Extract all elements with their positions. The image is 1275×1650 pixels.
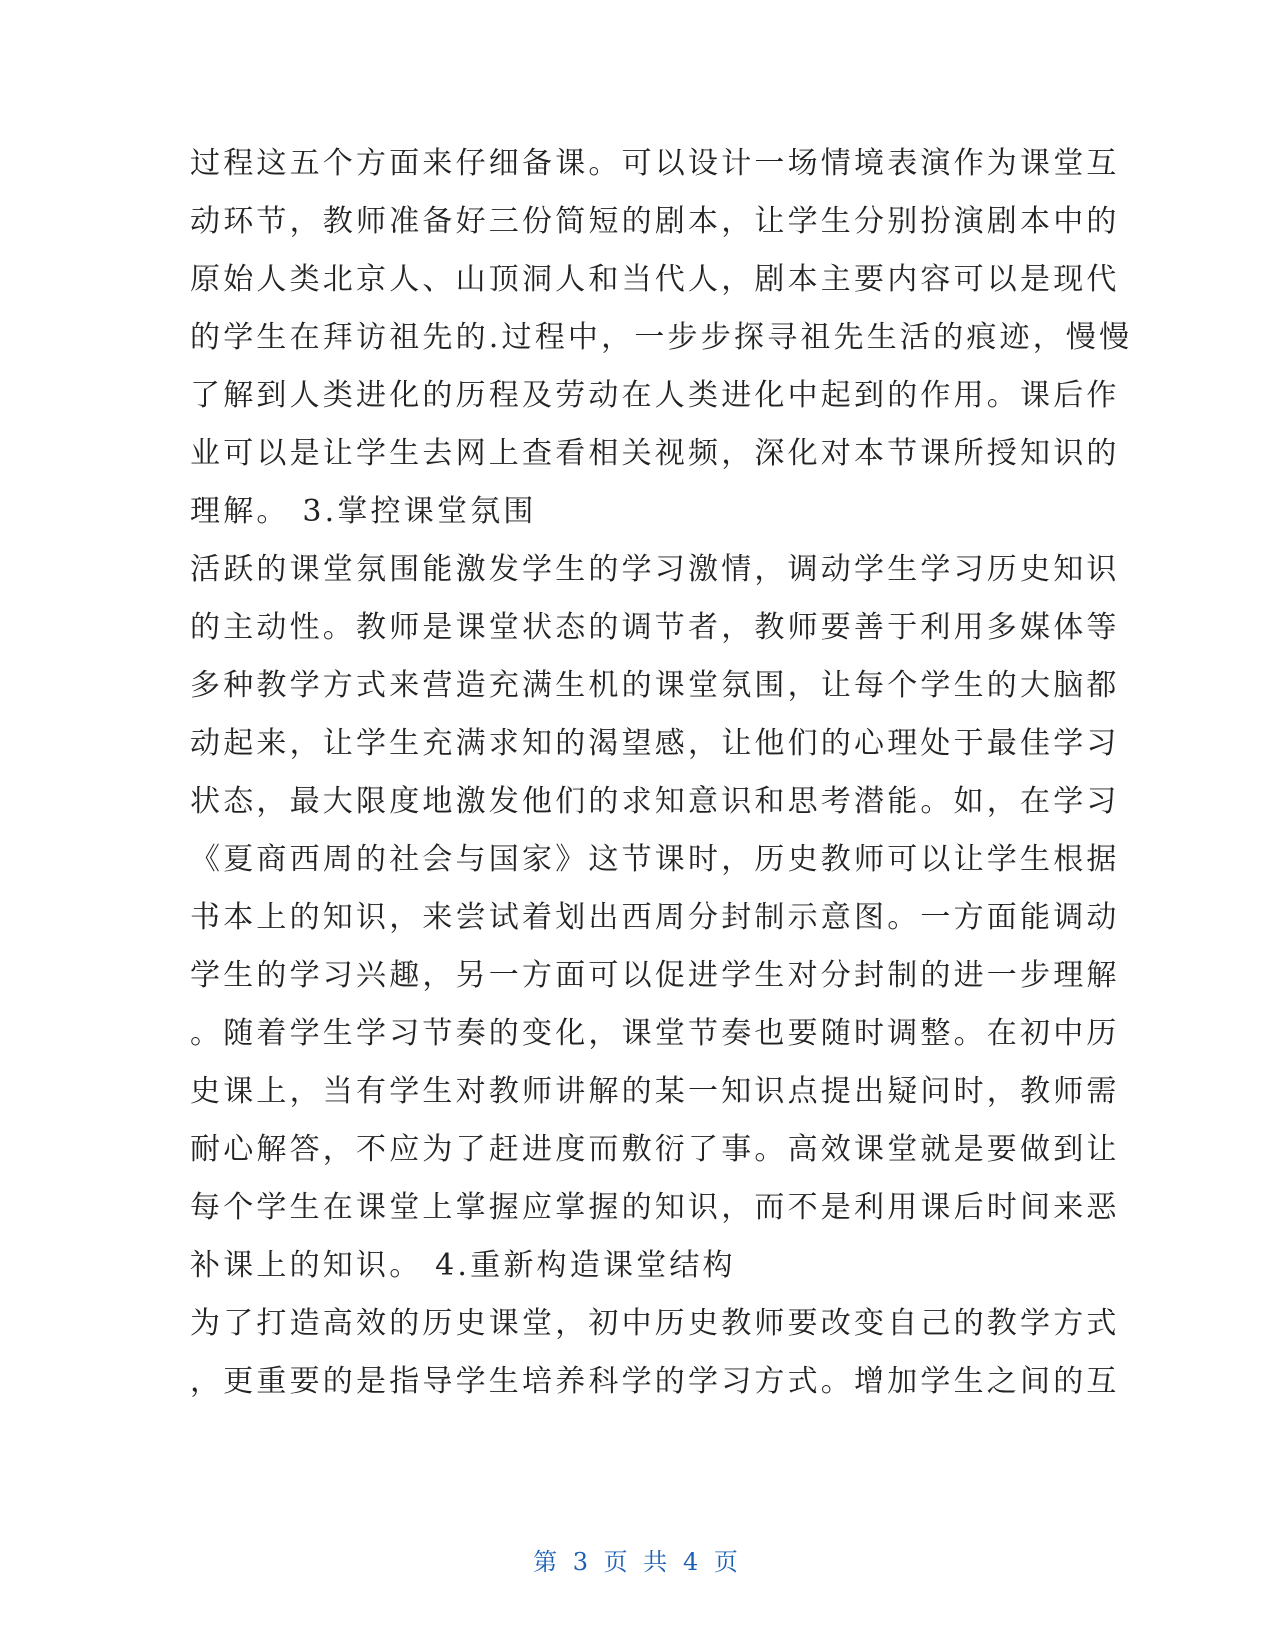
text-line: 每个学生在课堂上掌握应掌握的知识，而不是利用课后时间来恶 xyxy=(190,1190,1120,1225)
text-line: 了解到人类进化的历程及劳动在人类进化中起到的作用。课后作 xyxy=(190,378,1120,413)
text-line: 状态，最大限度地激发他们的求知意识和思考潜能。如，在学习 xyxy=(190,784,1120,819)
text-line: 的学生在拜访祖先的.过程中，一步步探寻祖先生活的痕迹，慢慢 xyxy=(190,320,1133,355)
text-line: 史课上，当有学生对教师讲解的某一知识点提出疑问时，教师需 xyxy=(190,1074,1120,1109)
text-line: 的主动性。教师是课堂状态的调节者，教师要善于利用多媒体等 xyxy=(190,610,1120,645)
section-heading-line: 补课上的知识。 4.重新构造课堂结构 xyxy=(190,1248,736,1283)
text-line: 动起来，让学生充满求知的渴望感，让他们的心理处于最佳学习 xyxy=(190,726,1120,761)
footer-page-number: 3 xyxy=(572,1548,593,1576)
text-line: 。随着学生学习节奏的变化，课堂节奏也要随时调整。在初中历 xyxy=(190,1016,1120,1051)
page-footer xyxy=(0,1542,1275,1577)
text-line: ，更重要的是指导学生培养科学的学习方式。增加学生之间的互 xyxy=(190,1364,1120,1399)
footer-middle: 页 共 xyxy=(603,1548,672,1576)
text-line: 学生的学习兴趣，另一方面可以促进学生对分封制的进一步理解 xyxy=(190,958,1120,993)
text-line: 为了打造高效的历史课堂，初中历史教师要改变自己的教学方式 xyxy=(190,1306,1120,1341)
text-line: 书本上的知识，来尝试着划出西周分封制示意图。一方面能调动 xyxy=(190,900,1120,935)
footer-total-pages: 4 xyxy=(682,1548,703,1576)
text-line: 《夏商西周的社会与国家》这节课时，历史教师可以让学生根据 xyxy=(190,842,1120,877)
text-line: 业可以是让学生去网上查看相关视频，深化对本节课所授知识的 xyxy=(190,436,1120,471)
text-line: 多种教学方式来营造充满生机的课堂氛围，让每个学生的大脑都 xyxy=(190,668,1120,703)
footer-prefix: 第 xyxy=(533,1548,562,1576)
text-line: 原始人类北京人、山顶洞人和当代人，剧本主要内容可以是现代 xyxy=(190,262,1120,297)
footer-suffix: 页 xyxy=(713,1548,742,1576)
section-heading-line: 理解。 3.掌控课堂氛围 xyxy=(190,494,537,529)
text-line: 动环节，教师准备好三份简短的剧本，让学生分别扮演剧本中的 xyxy=(190,204,1120,239)
text-line: 活跃的课堂氛围能激发学生的学习激情，调动学生学习历史知识 xyxy=(190,552,1120,587)
text-line: 过程这五个方面来仔细备课。可以设计一场情境表演作为课堂互 xyxy=(190,146,1120,181)
text-line: 耐心解答，不应为了赶进度而敷衍了事。高效课堂就是要做到让 xyxy=(190,1132,1120,1167)
